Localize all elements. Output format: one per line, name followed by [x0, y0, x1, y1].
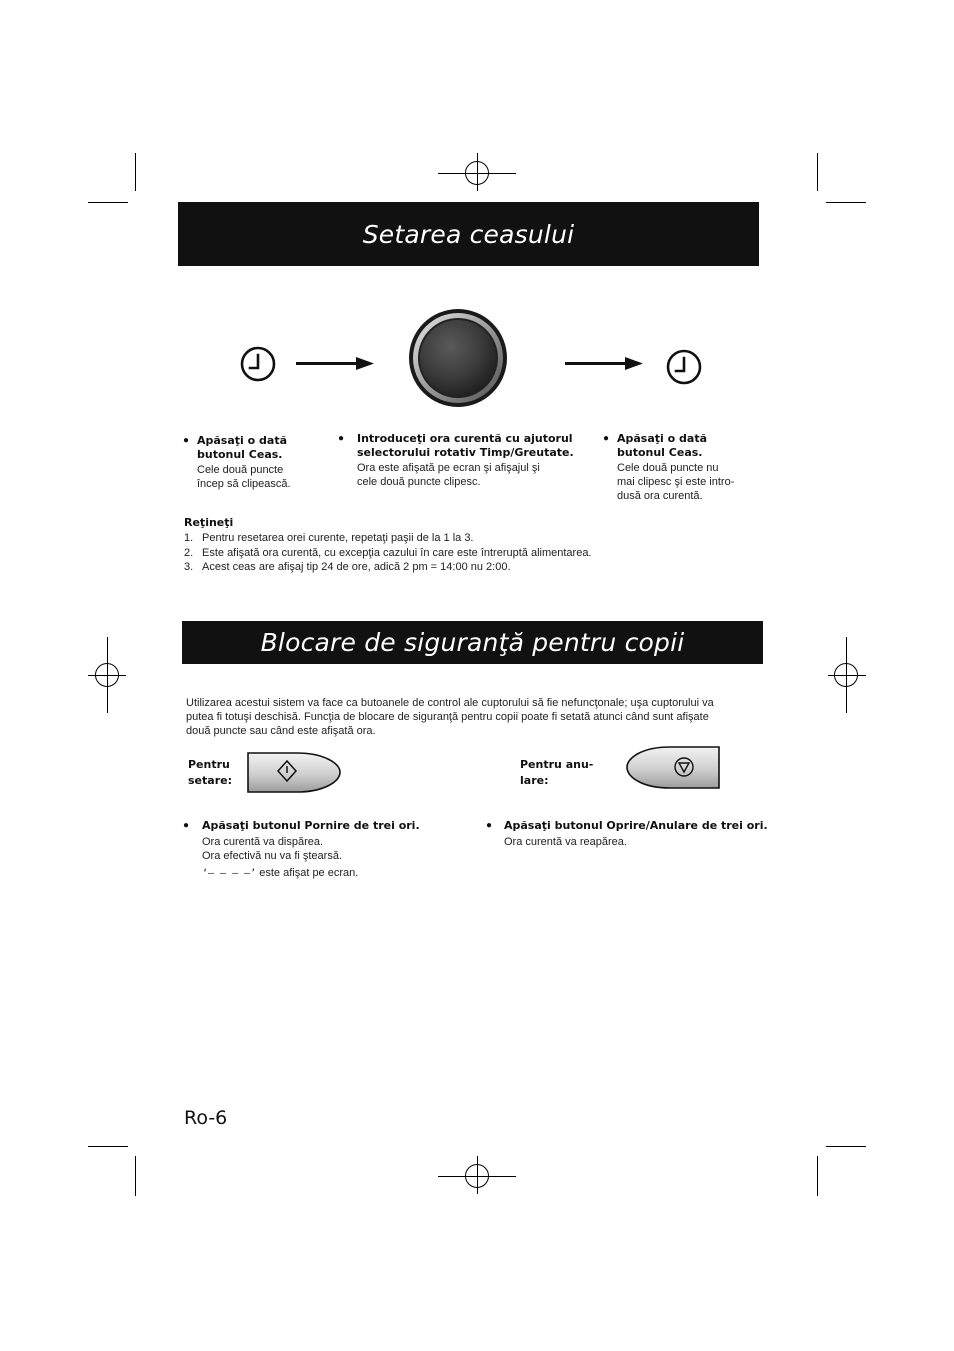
section-title-banner-clock	[178, 202, 759, 266]
step-body-line: cele două puncte clipesc.	[357, 476, 481, 488]
intro-line: Utilizarea acestui sistem va face ca butoanele de control ale cuptorului să fie nefuncţonale; uşa cuptorului va	[186, 697, 714, 709]
step-heading-line: butonul Ceas.	[197, 448, 283, 461]
time-weight-dial[interactable]	[407, 307, 511, 411]
intro-line: două puncte sau când este afişată ora.	[186, 725, 376, 737]
intro-line: putea fi totuşi deschisă. Funcţia de blocare de siguranţă pentru copii poate fi setată atunci când sunt afişate	[186, 711, 709, 723]
section-title-banner-child-lock	[182, 621, 763, 664]
intro-paragraph	[186, 696, 766, 738]
cancel-body: Ora curentă va reapărea.	[504, 836, 627, 848]
cancel-label: Pentru anu- lare:	[520, 758, 594, 787]
section-title: Blocare de siguranţă pentru copii	[260, 628, 685, 657]
section-title: Setarea ceasului	[362, 219, 575, 249]
page-number: Ro-6	[184, 1107, 228, 1129]
arrow-right-icon	[565, 356, 645, 372]
step-body-line: încep să clipească.	[197, 478, 291, 490]
bullet: ●	[338, 433, 345, 444]
step-body-line: mai clipesc şi este intro-	[617, 476, 735, 488]
dashes-display: ‘– – – –’	[202, 868, 257, 879]
clock-icon	[239, 346, 279, 386]
bullet: ●	[486, 820, 493, 831]
step-heading-line: Introduceţi ora curentă cu ajutorul	[357, 432, 573, 445]
notes-list	[184, 531, 592, 575]
bullet: ●	[183, 820, 190, 831]
set-heading: Apăsaţi butonul Pornire de trei ori.	[202, 819, 420, 832]
step-body-line: Cele două puncte	[197, 464, 284, 476]
bullet: ●	[183, 435, 190, 446]
step-heading-line: Apăsaţi o dată	[617, 432, 708, 445]
notes-title: Reţineţi	[184, 516, 234, 529]
bullet: ●	[603, 433, 610, 444]
step-heading-line: selectorului rotativ Timp/Greutate.	[357, 446, 574, 459]
list-item: 2. Este afişată ora curentă, cu excepţia cazului în care este întreruptă alimentarea.	[184, 546, 592, 559]
arrow-right-icon	[296, 356, 376, 372]
step-body-line: Ora este afişată pe ecran şi afişajul şi	[357, 462, 540, 474]
step-body-line: Cele două puncte nu	[617, 462, 719, 474]
clock-icon	[664, 348, 704, 388]
step-heading-line: butonul Ceas.	[617, 446, 703, 459]
list-item: 1. Pentru resetarea orei curente, repetaţi paşii de la 1 la 3.	[184, 532, 474, 544]
stop-cancel-button[interactable]	[624, 745, 722, 791]
start-button[interactable]	[245, 751, 343, 795]
set-body: Ora curentă va dispărea. Ora efectivă nu va fi ştearsă. ‘– – – –’ este afişat pe ecran.	[202, 836, 359, 879]
list-item: 3. Acest ceas are afişaj tip 24 de ore, adică 2 pm = 14:00 nu 2:00.	[184, 561, 511, 573]
cancel-heading: Apăsaţi butonul Oprire/Anulare de trei ori.	[504, 819, 768, 832]
set-label: Pentru setare:	[188, 758, 232, 787]
step-heading-line: Apăsaţi o dată	[197, 434, 288, 447]
step-body-line: dusă ora curentă.	[617, 490, 703, 502]
